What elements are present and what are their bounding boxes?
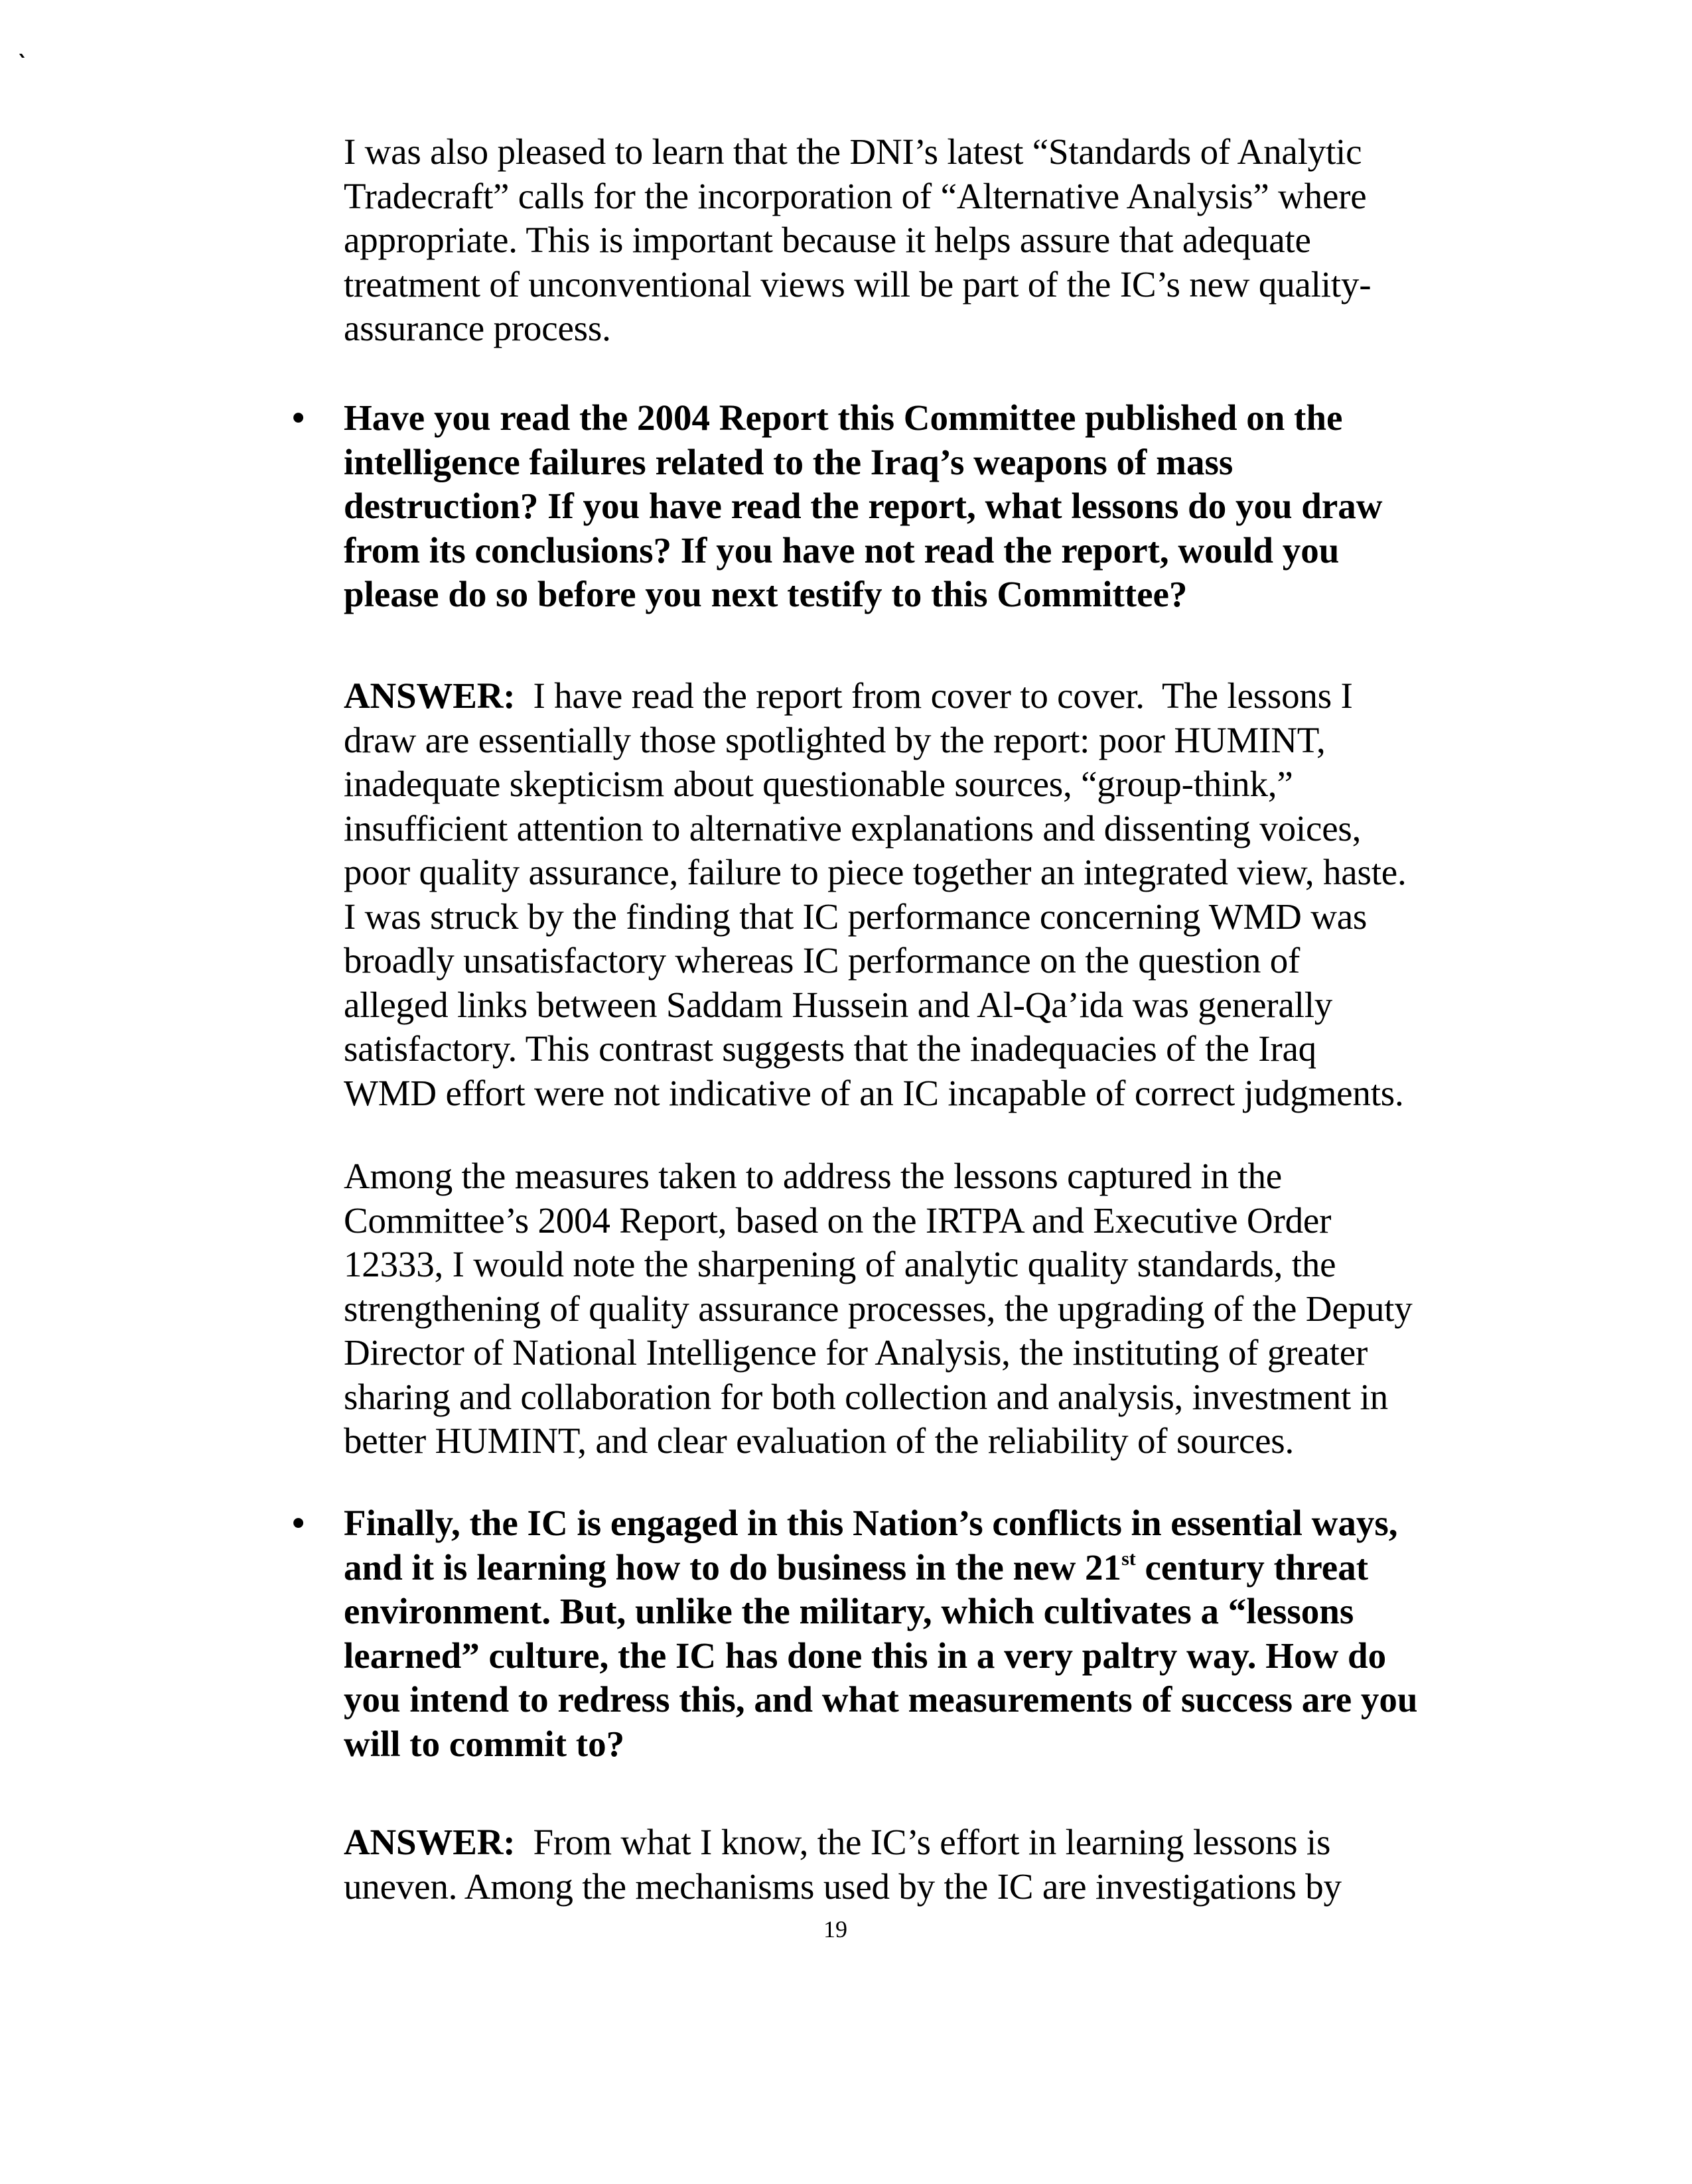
text-line: will to commit to? — [344, 1723, 625, 1764]
text-line: you intend to redress this, and what measurements of success are you — [344, 1679, 1418, 1720]
text-line: alleged links between Saddam Hussein and Al-Qa’ida was generally — [344, 984, 1333, 1025]
question-2 — [292, 1501, 1526, 1766]
intro-paragraph — [344, 130, 1512, 351]
text-line: Director of National Intelligence for Analysis, the instituting of greater — [344, 1332, 1368, 1373]
text-line: insufficient attention to alternative explanations and dissenting voices, — [344, 807, 1362, 849]
text-line: Tradecraft” calls for the incorporation of “Alternative Analysis” where — [344, 175, 1367, 216]
text-line: destruction? If you have read the report, what lessons do you draw — [344, 486, 1383, 526]
text-line: Have you read the 2004 Report this Committee published on the — [344, 397, 1343, 438]
text-line: strengthening of quality assurance processes, the upgrading of the Deputy — [344, 1288, 1413, 1329]
text-line: WMD effort were not indicative of an IC incapable of correct judgments. — [344, 1072, 1404, 1113]
answer-text: I have read the report from cover to cover. The lessons I — [515, 675, 1353, 716]
question-2-text — [344, 1501, 1526, 1766]
page-number: 19 — [823, 1916, 847, 1943]
text-line: uneven. Among the mechanisms used by the IC are investigations by — [344, 1866, 1342, 1907]
text-line — [344, 1546, 1526, 1590]
text-line: learned” culture, the IC has done this in a very paltry way. How do — [344, 1635, 1387, 1676]
text-line: assurance process. — [344, 308, 611, 348]
text-line — [344, 1820, 1512, 1865]
text-line: environment. But, unlike the military, which cultivates a “lessons — [344, 1591, 1354, 1631]
answer-label: ANSWER: — [344, 675, 516, 716]
text-segment: century threat — [1135, 1546, 1369, 1588]
answer-text: From what I know, the IC’s effort in learning lessons is — [515, 1822, 1331, 1862]
answer-label: ANSWER: — [344, 1822, 516, 1862]
text-line: I was also pleased to learn that the DNI’s latest “Standards of Analytic — [344, 131, 1362, 172]
bullet-icon: • — [292, 397, 305, 438]
text-line: Among the measures taken to address the lessons captured in the — [344, 1156, 1282, 1196]
question-1 — [292, 396, 1526, 617]
text-line: intelligence failures related to the Iraq’s weapons of mass — [344, 441, 1234, 482]
text-line: draw are essentially those spotlighted by the report: poor HUMINT, — [344, 719, 1326, 760]
answer-1-continued — [344, 1154, 1512, 1464]
text-line: satisfactory. This contrast suggests that the inadequacies of the Iraq — [344, 1028, 1316, 1069]
text-line: Committee’s 2004 Report, based on the IRTPA and Executive Order — [344, 1199, 1332, 1241]
text-line: appropriate. This is important because it helps assure that adequate — [344, 220, 1311, 260]
text-line: I was struck by the finding that IC performance concerning WMD was — [344, 896, 1368, 937]
text-line: sharing and collaboration for both collection and analysis, investment in — [344, 1376, 1388, 1417]
text-line: from its conclusions? If you have not read the report, would you — [344, 529, 1340, 571]
text-line: broadly unsatisfactory whereas IC performance on the question of — [344, 940, 1301, 981]
text-line: better HUMINT, and clear evaluation of the reliability of sources. — [344, 1420, 1295, 1461]
ordinal-suffix: st — [1121, 1547, 1136, 1570]
question-1-text — [344, 396, 1526, 617]
text-line: treatment of unconventional views will be part of the IC’s new quality- — [344, 263, 1372, 305]
text-line: please do so before you next testify to this Committee? — [344, 574, 1188, 614]
text-line: 12333, I would note the sharpening of analytic quality standards, the — [344, 1244, 1336, 1284]
text-line: inadequate skepticism about questionable sources, “group-think,” — [344, 764, 1293, 804]
scan-speck — [19, 54, 25, 58]
text-segment: and it is learning how to do business in the new 21 — [344, 1546, 1122, 1588]
text-line — [344, 674, 1512, 718]
answer-2 — [344, 1820, 1512, 1909]
answer-1 — [344, 674, 1512, 1115]
bullet-icon: • — [292, 1503, 305, 1543]
text-line: Finally, the IC is engaged in this Nation’s conflicts in essential ways, — [344, 1503, 1398, 1543]
text-line: poor quality assurance, failure to piece together an integrated view, haste. — [344, 852, 1407, 892]
